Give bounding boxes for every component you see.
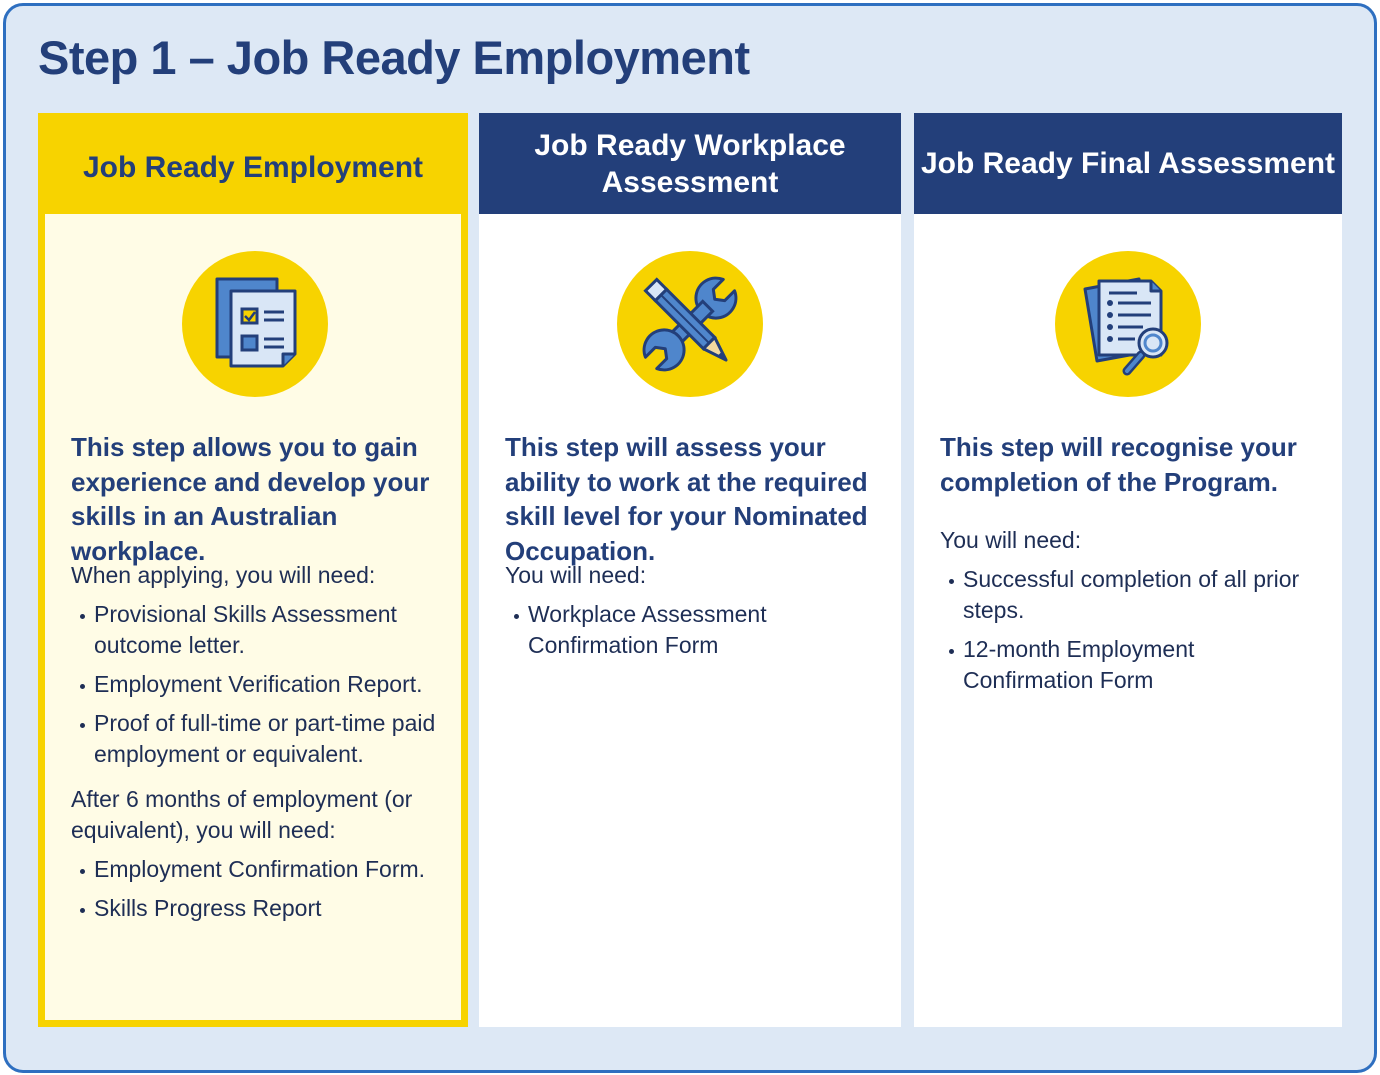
requirements-list — [940, 564, 1325, 696]
list-item: Successful completion of all prior steps. — [940, 564, 1325, 626]
column-lead: This step allows you to gain experience and develop your skills in an Australian workplace. — [71, 432, 430, 566]
list-item: 12-month Employment Confirmation Form — [940, 634, 1325, 696]
column-header — [479, 113, 901, 214]
requirements-list — [71, 599, 461, 770]
column-body — [940, 525, 1325, 710]
list-item: Employment Confirmation Form. — [71, 854, 461, 885]
list-item: Workplace Assessment Confirmation Form — [505, 599, 890, 661]
column-header-text: Job Ready Workplace Assessment — [534, 128, 846, 199]
requirements-list — [505, 599, 890, 661]
column-lead: This step will recognise your completion of the Program. — [940, 432, 1297, 497]
column-header — [45, 120, 461, 214]
column-lead: This step will assess your ability to work at the required skill level for your Nominated Occupation. — [505, 432, 868, 566]
requirements-intro: After 6 months of employment (or equivalent), you will need: — [71, 786, 413, 843]
requirements-intro: You will need: — [505, 562, 647, 588]
requirements-list — [71, 854, 461, 924]
column-body — [71, 560, 461, 938]
page-title: Step 1 – Job Ready Employment — [38, 31, 750, 84]
column-final-assessment — [914, 113, 1342, 1027]
checklist-documents-icon — [182, 251, 328, 397]
document-magnifier-icon — [1055, 251, 1201, 397]
list-item: Proof of full-time or part-time paid employment or equivalent. — [71, 708, 461, 770]
list-item: Employment Verification Report. — [71, 669, 461, 700]
column-body — [505, 560, 890, 675]
column-workplace-assessment — [479, 113, 901, 1027]
column-job-ready-employment — [38, 113, 468, 1027]
column-header — [914, 113, 1342, 214]
list-item: Skills Progress Report — [71, 893, 461, 924]
column-header-text: Job Ready Employment — [82, 150, 424, 184]
requirements-intro: When applying, you will need: — [71, 562, 376, 588]
requirements-intro: You will need: — [940, 527, 1082, 553]
column-header-text: Job Ready Final Assessment — [920, 147, 1336, 180]
list-item: Provisional Skills Assessment outcome letter. — [71, 599, 461, 661]
wrench-pencil-icon — [617, 251, 763, 397]
